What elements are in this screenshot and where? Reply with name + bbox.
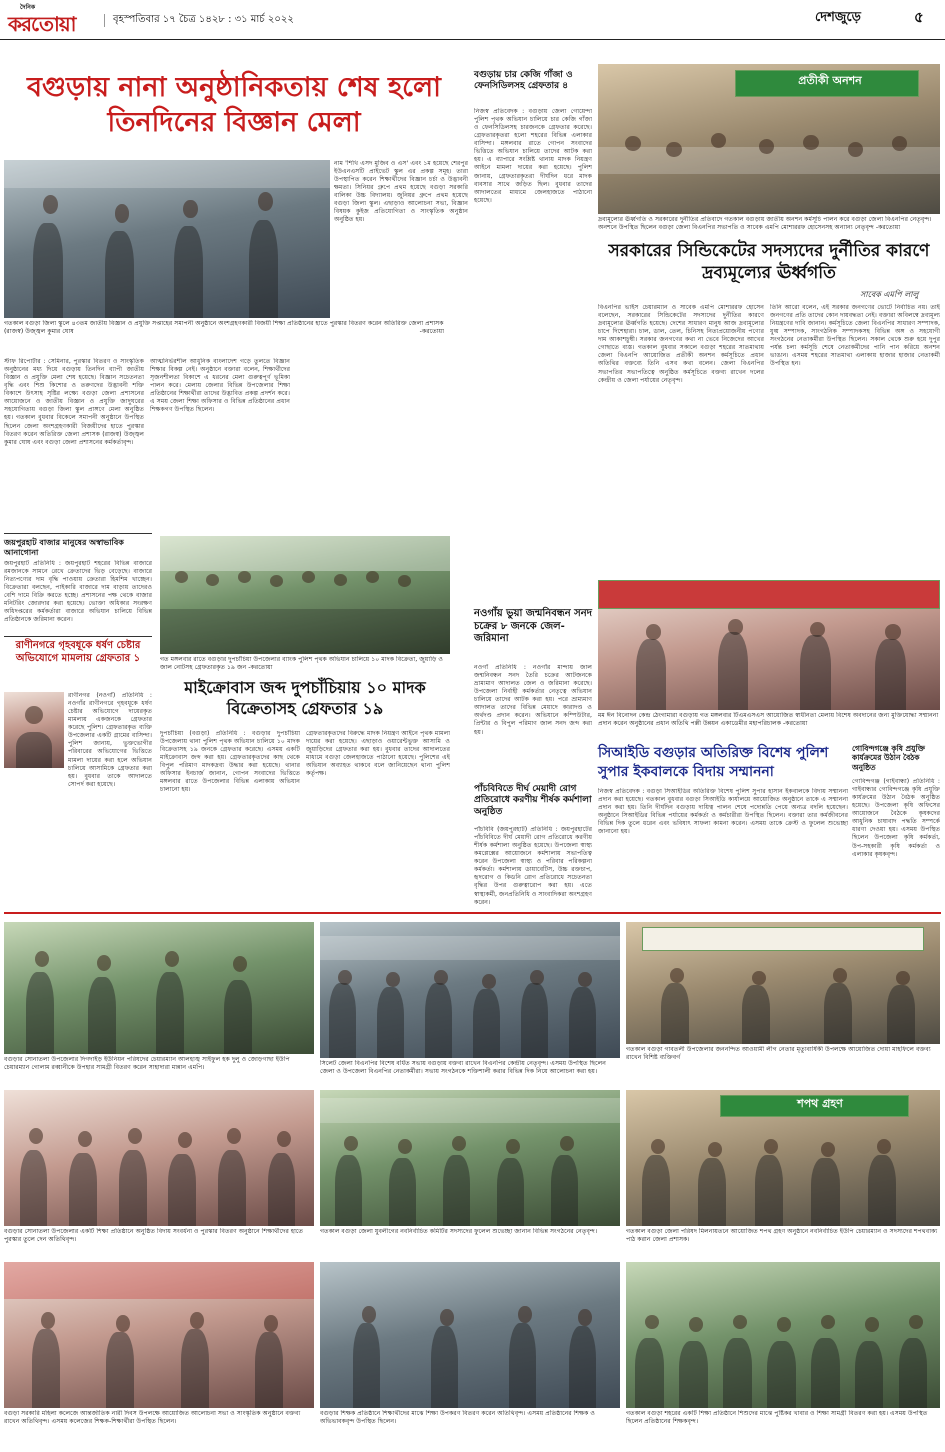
microbus-headline: মাইক্রোবাস জব্দ দুপচাঁচিয়ায় ১০ মাদক বিক্রেতাসহ গ্রেফতার ১৯: [184, 678, 426, 718]
gobindaganj-headline: গোবিন্দগঞ্জে কৃষি প্রযুক্তি কার্যক্রমের উঠান বৈঠক অনুষ্ঠিত: [852, 744, 925, 772]
photo-row3-middle-caption: বগুড়ার শিক্ষক প্রতিষ্ঠানে শিক্ষার্থীদের মাঝে শিক্ষা উপকরণ বিতরণ করেন অতিথিবৃন্দ। এসময় প্রতিষ্ঠানের শিক্ষক ও অভিভাবকবৃন্দ উপস্থিত ছিলেন।: [320, 1410, 595, 1426]
science-fair-headline: বগুড়ায় নানা অনুষ্ঠানিকতায় শেষ হলো তিনদিনের বিজ্ঞান মেলা: [27, 72, 441, 139]
science-fair-body-col1: স্টাফ রিপোর্টার : সেমিনার, পুরস্কার বিতরণ ও সাংস্কৃতিক অনুষ্ঠানের মধ্য দিয়ে বগুড়ায় তিনদিন ব্যাপী জাতীয় বিজ্ঞান ও প্রযুক্তি মেলা শেষ হয়েছে। বিজ্ঞান সচেতনতা বৃদ্ধি এবং শিশু কিশোর ও তরুণদের উদ্ভাবনী শক্তি বিকাশে উৎসাহ সৃষ্টির লক্ষ্যে বগুড়া জেলা প্রশাসনের আয়োজনে ও জাতীয় বিজ্ঞান ও প্রযুক্তি জাদুঘরের সহযোগিতায় বগুড়া জিলা স্কুল প্রাঙ্গণে মেলা অনুষ্ঠিত হয়। গতকাল বুধবার বিকেলে সমাপনী অনুষ্ঠানে উপস্থিত ছিলেন জেলা অংশগ্রহণকারী বিজয়ীদের হাতে পুরস্কার বিতরণ করেন অতিরিক্ত জেলা প্রশাসক (রাজস্ব) উজ্জ্বল কুমার ঘোষ এবং বগুড়া জেলা প্রশাসনের কর্মকর্তাবৃন্দ।: [4, 358, 144, 446]
logo-name: করতোয়া: [8, 12, 76, 36]
workshop-headline: পাঁচবিবিতে দীর্ঘ মেয়াদী রোগ প্রতিরোধে করণীয় শীর্ষক কর্মশালা অনুষ্ঠিত: [474, 784, 592, 817]
protest-caption: [598, 216, 940, 234]
photo-row1-right-caption: গতকাল বগুড়া গাবতলী উপজেলার জননন্দিত আওয়ামী লীগ নেতার মৃত্যুবার্ষিকী উপলক্ষে আয়োজিত দোয়া মাহফিলে বক্তব্য রাখেন বিশিষ্ট ব্যক্তিবর্গ: [626, 1046, 931, 1062]
naogaon-body: নওগাঁ প্রতিনিধি : নওগাঁর মান্দায় জাল জন্মনিবন্ধন সনদ তৈরি চক্রের আটজনকে ভ্রাম্যমাণ আদালত জেল ও জরিমানা করেছে। উপজেলা নির্বাহী কর্মকর্তার নেতৃত্বে অভিযান চালিয়ে তাদের আটক করা হয়। পরে ভ্রাম্যমাণ আদালত তাদের বিভিন্ন মেয়াদে কারাদণ্ড ও অর্থদণ্ড প্রদান করেন। অভিযানে কম্পিউটার, প্রিন্টার ও বিপুল পরিমাণ জাল সনদ জব্দ করা হয়।: [474, 664, 592, 736]
photo-row2-left: [4, 1090, 314, 1226]
ceremony-caption-text: মম ঈন বিনোদন কেন্দ্র ঠেংগামারা বগুড়ায় গত মঙ্গলবার টিএমএসএস আয়োজিত স্বাধীনতা মেলায় বিশেষ অবদানের জন্য মুক্তিযোদ্ধা সম্মাননা প্রদান করেন অনুষ্ঠানের প্রধান অতিথি পল্লী উন্নয়ন একাডেমীর মহাপরিচালক: [598, 712, 939, 728]
science-fair-body-col2: আত্মনির্ভরশীল আধুনিক বাংলাদেশ গড়ে তুলতে বিজ্ঞান শিক্ষার বিকল্প নেই। অনুষ্ঠানে বক্তারা বলেন, শিক্ষার্থীদের সৃজনশীলতা বিকাশে এ ধরনের মেলা গুরুত্বপূর্ণ ভূমিকা পালন করে। মেলায় জেলার বিভিন্ন উপজেলার শিক্ষা প্রতিষ্ঠানের শিক্ষার্থীরা তাদের উদ্ভাবিত প্রকল্প প্রদর্শন করে। এ সময় জেলা শিক্ষা অফিসার ও বিভিন্ন প্রতিষ্ঠানের প্রধান শিক্ষকগণ উপস্থিত ছিলেন।: [150, 358, 290, 414]
market-body: জয়পুরহাট প্রতিনিধি : জয়পুরহাট শহরের বিভিন্ন বাজারে রমজানকে সামনে রেখে ক্রেতাদের ভিড় বেড়েছে। বাজারে নিত্যপণ্যের দাম বৃদ্ধি পাওয়ায় ক্রেতারা হিমশিম খাচ্ছেন। বিক্রেতারা বলছেন, পাইকারি বাজারে দাম বাড়ায় তাদেরও বেশি দামে বিক্রি করতে হচ্ছে। প্রশাসনের পক্ষ থেকে বাজার মনিটরিং জোরদার করা হয়েছে। ভোক্তা অধিকার সংরক্ষণ অধিদপ্তরের কর্মকর্তারা বাজারে অভিযান চালিয়ে বিভিন্ন প্রতিষ্ঠানকে জরিমানা করেন।: [4, 560, 152, 624]
syndicate-headline: সরকারের সিন্ডিকেটের সদস্যদের দুর্নীতির কারণে দ্রব্যমূল্যের ঊর্ধ্বগতি: [608, 241, 930, 284]
ganja-headline: বগুড়ায় চার কেজি গাঁজা ও ফেনসিডিলসহ গ্রেফতার ৪: [474, 70, 573, 92]
microbus-body-col2: গ্রেফতারকৃতদের বিরুদ্ধে মাদক নিয়ন্ত্রণ আইনে পৃথক মামলা দায়ের করা হয়েছে। এছাড়াও ওয়ারেন্টভুক্ত আসামি ও জুয়াড়িদের গ্রেফতার করা হয়। বুধবার তাদের আদালতের মাধ্যমে বগুড়া জেলহাজতে পাঠানো হয়েছে। পুলিশের এই অভিযান অব্যাহত থাকবে বলে জানিয়েছেন থানা পুলিশ কর্তৃপক্ষ।: [306, 730, 450, 778]
photo-row3-left: [4, 1262, 314, 1408]
syndicate-body-col2: তিনি আরো বলেন, এই সরকার জনগণের ভোটে নির্বাচিত নয়। তাই জনগণের প্রতি তাদের কোন দায়বদ্ধতা নেই। বক্তারা অবিলম্বে দ্রব্যমূল্য নিয়ন্ত্রণের দাবি জানান। কর্মসূচিতে জেলা বিএনপির সাধারণ সম্পাদক, যুগ্ম সম্পাদক, সাংগঠনিক সম্পাদকসহ বিভিন্ন অঙ্গ ও সহযোগী সংগঠনের নেতাকর্মীরা উপস্থিত ছিলেন। সকাল থেকে শুরু হয়ে দুপুর পর্যন্ত চলা কর্মসূচি শেষে নেতাকর্মীদের পানি পান করিয়ে অনশন ভাঙান। এসময় শহরের সাতমাথা এলাকায় হাজার হাজার নেতাকর্মী উপস্থিত হন।: [770, 304, 940, 368]
page-number: ৫: [914, 8, 924, 26]
naogaon-headline: নওগাঁয় ভুয়া জন্মনিবন্ধন সনদ চক্রের ৮ জনকে জেল-জরিমানা: [474, 608, 592, 644]
photo-row2-middle-caption: গতকাল বগুড়া জেলা যুবলীগের নবনির্বাচিত কমিটির সদস্যদের ফুলেল শুভেচ্ছা জানান বিভিন্ন সংগঠনের নেতৃবৃন্দ।: [320, 1228, 598, 1235]
syndicate-body-col1: বিএনপির ভাইস চেয়ারম্যান ও সাবেক এমপি মোশাররফ হোসেন বলেছেন, সরকারের সিন্ডিকেটের সদস্যদের দুর্নীতির কারণে দ্রব্যমূল্যের ঊর্ধ্বগতি হয়েছে। দেশের সাধারণ মানুষ আজ দ্রব্যমূল্যের চাপে দিশেহারা। চাল, ডাল, তেল, চিনিসহ নিত্যপ্রয়োজনীয় পণ্যের দাম আকাশচুম্বী। সরকার জনগণের কথা না ভেবে নিজেদের আখের গোছাতে ব্যস্ত। গতকাল বুধবার সকালে বগুড়া শহরের সাতমাথায় জেলা বিএনপি আয়োজিত প্রতীকী অনশন কর্মসূচিতে প্রধান অতিথির বক্তব্যে তিনি এসব কথা বলেন। জেলা বিএনপির সভাপতির সভাপতিত্বে অনুষ্ঠিত কর্মসূচিতে বক্তব্য রাখেন দলের কেন্দ্রীয় ও জেলা পর্যায়ের নেতৃবৃন্দ।: [598, 304, 764, 384]
photo-row1-middle: [320, 922, 620, 1058]
protest-caption-text: দ্রব্যমূল্যের ঊর্ধ্বগতি ও সরকারের দুর্নীতির প্রতিবাদে গতকাল বগুড়ায় জাতীয় অনশন কর্মসূচি পালন করে বগুড়া জেলা বিএনপির নেতৃবৃন্দ। অনশনে উপস্থিত ছিলেন বগুড়া জেলা বিএনপির সভাপতি ও সাবেক এমপি মোশাররফ হোসেনসহ অন্যান্য নেতৃবৃন্দ: [598, 216, 932, 232]
ceremony-caption: [598, 712, 940, 738]
photo-row3-right: [626, 1262, 940, 1408]
photo-row3-left-caption: বগুড়া সরকারি মহিলা কলেজে আন্তর্জাতিক নারী দিবস উপলক্ষে আয়োজিত আলোচনা সভা ও সাংস্কৃতিক অনুষ্ঠানে বক্তব্য রাখেন অতিথিবৃন্দ। এসময় কলেজের শিক্ষক-শিক্ষার্থীরা উপস্থিত ছিলেন।: [4, 1410, 301, 1426]
masthead: [0, 0, 945, 40]
syndicate-byline: সাবেক এমপি লালু: [860, 290, 919, 299]
photo-row1-right: [626, 922, 940, 1044]
science-fair-photo: [4, 160, 330, 318]
dateline: বৃহস্পতিবার ১৭ চৈত্র ১৪২৮ : ৩১ মার্চ ২০২২: [104, 14, 294, 27]
section-name: দেশজুড়ে: [815, 10, 861, 25]
raninagar-photo: [4, 692, 64, 768]
science-fair-caption-text: গতকাল বগুড়া জিলা স্কুলে ৪৩তম জাতীয় বিজ্ঞান ও প্রযুক্তি সপ্তাহের সমাপনী অনুষ্ঠানে অংশগ্রহণকারী বিজয়ী শিক্ষা প্রতিষ্ঠানের হাতে পুরস্কার বিতরণ করেন অতিরিক্ত জেলা প্রশাসক (রাজস্ব) উজ্জ্বল কুমার ঘোষ: [4, 320, 444, 336]
workshop-body: পাঁচবিবি (জয়পুরহাট) প্রতিনিধি : জয়পুরহাটের পাঁচবিবিতে দীর্ঘ মেয়াদী রোগ প্রতিরোধে করণীয় শীর্ষক কর্মশালা অনুষ্ঠিত হয়েছে। উপজেলা স্বাস্থ্য কমপ্লেক্সের আয়োজনে কর্মশালায় সভাপতিত্ব করেন উপজেলা স্বাস্থ্য ও পরিবার পরিকল্পনা কর্মকর্তা। কর্মশালায় ডায়াবেটিস, উচ্চ রক্তচাপ, হৃদরোগ ও কিডনি রোগ প্রতিরোধে সচেতনতা বৃদ্ধির উপর গুরুত্বারোপ করা হয়। এতে স্বাস্থ্যকর্মী, জনপ্রতিনিধি ও সাংবাদিকরা অংশগ্রহণ করেন।: [474, 826, 592, 906]
raninagar-headline: রাণীনগরে গৃহবধূকে ধর্ষণ চেষ্টার অভিযোগে মামলায় গ্রেফতার ১: [15, 640, 141, 664]
market-headline: জয়পুরহাট বাজার মানুষের অস্বাভাবিক আনাগোনা: [4, 538, 124, 557]
photo-row2-middle: [320, 1090, 620, 1226]
microbus-caption-text: গত মঙ্গলবার রাতে বগুড়ার দুপচাঁচিয়া উপজেলার ব্যাংক পুলিশ পৃথক অভিযান চালিয়ে ১০ মাদক বিক্রেতা, জুয়াড়ি ও জাল নোটসহ গ্রেফতারকৃত ১৯ জন: [160, 656, 443, 672]
photo-row2-left-caption: বগুড়ার সোনাতলা উপজেলার একটি শিক্ষা প্রতিষ্ঠানে অনুষ্ঠিত বিদায় সংবর্ধনা ও পুরস্কার বিতরণ অনুষ্ঠানে শিক্ষার্থীদের হাতে পুরস্কার তুলে দেন অতিথিবৃন্দ।: [4, 1228, 304, 1244]
oath-banner-text: শপথ গ্রহণ: [797, 1097, 843, 1110]
microbus-credit: -করতোয়া: [248, 664, 273, 672]
photo-row1-middle-caption: সিলেট জেলা বিএনপির বিশেষ বর্ধিত সভায় বগুড়ায় বক্তব্য রাখেন বিএনপির কেন্দ্রীয় নেতৃবৃন্দ। এসময় উপস্থিত ছিলেন জেলা ও উপজেলা বিএনপির নেতাকর্মীরা। সভায় সংগঠনকে শক্তিশালী করার বিভিন্ন দিক নিয়ে আলোচনা করা হয়।: [320, 1060, 606, 1076]
logo-small-label: দৈনিক: [20, 4, 36, 11]
photo-row3-middle: [320, 1262, 620, 1408]
photo-row2-right-caption: গতকাল বগুড়া জেলা পরিষদ মিলনায়তনে আয়োজিত শপথ গ্রহণ অনুষ্ঠানে নবনির্বাচিত ইউপি চেয়ারম্যান ও সদস্যদের শপথবাক্য পাঠ করান জেলা প্রশাসক।: [626, 1228, 938, 1244]
cid-body: নিজস্ব প্রতিবেদক : বগুড়া সিআইডির অতিরিক্ত বিশেষ পুলিশ সুপার হাসান ইকবালকে বিদায় সম্মাননা প্রদান করা হয়েছে। গতকাল বুধবার বগুড়া সিআইডি কার্যালয়ে আয়োজিত অনুষ্ঠানে তাকে এ সম্মাননা প্রদান করা হয়। তিনি দীর্ঘদিন বগুড়ায় দায়িত্ব পালন শেষে পদোন্নতি পেয়ে অন্যত্র বদলি হয়েছেন। অনুষ্ঠানে সিআইডির বিভিন্ন পর্যায়ের কর্মকর্তা ও কর্মচারীরা উপস্থিত ছিলেন। বক্তারা তার কর্মজীবনের বিভিন্ন দিক তুলে ধরেন এবং ভবিষ্যৎ সাফল্য কামনা করেন। এসময় তাকে ক্রেস্ট ও ফুলেল শুভেচ্ছা জানানো হয়।: [598, 788, 848, 836]
science-fair-credit: -করতোয়া: [419, 328, 444, 336]
photo-row1-left: [4, 922, 314, 1054]
cid-headline: সিআইডি বগুড়ার অতিরিক্ত বিশেষ পুলিশ সুপার ইকবালকে বিদায় সম্মাননা: [598, 745, 829, 780]
ceremony-photo: [598, 580, 940, 710]
ganja-body: নিজস্ব প্রতিবেদক : বগুড়ায় জেলা গোয়েন্দা পুলিশ পৃথক অভিযান চালিয়ে চার কেজি গাঁজা ও ফেনসিডিলসহ চারজনকে গ্রেফতার করেছে। গ্রেফতারকৃতরা হলো শহরের বিভিন্ন এলাকার বাসিন্দা। মঙ্গলবার রাতে গোপন সংবাদের ভিত্তিতে অভিযান চালিয়ে তাদের আটক করা হয়। এ ব্যাপারে সংশ্লিষ্ট থানায় মাদক নিয়ন্ত্রণ আইনে মামলা দায়ের করা হয়েছে। পুলিশ জানায়, গ্রেফতারকৃতরা দীর্ঘদিন ধরে মাদক ব্যবসার সাথে জড়িত ছিল। বুধবার তাদের আদালতের মাধ্যমে জেলহাজতে পাঠানো হয়েছে।: [474, 108, 592, 204]
photo-row3-right-caption: গতকাল বগুড়া শহরের একটি শিক্ষা প্রতিষ্ঠানে শিশুদের মাঝে পুষ্টিকর খাবার ও শিক্ষা সামগ্রী বিতরণ করা হয়। এসময় উপস্থিত ছিলেন প্রতিষ্ঠানের শিক্ষকবৃন্দ।: [626, 1410, 928, 1426]
newspaper-logo: [8, 4, 94, 36]
microbus-body-col1: দুপচাঁচিয়া (বগুড়া) প্রতিনিধি : বগুড়ার দুপচাঁচিয়া উপজেলায় থানা পুলিশ পৃথক অভিযান চালিয়ে ১০ মাদক বিক্রেতাসহ ১৯ জনকে গ্রেফতার করেছে। এসময় একটি মাইক্রোবাস জব্দ করা হয়। গ্রেফতারকৃতদের কাছ থেকে বিপুল পরিমাণ মাদকদ্রব্য উদ্ধার করা হয়েছে। থানার অফিসার ইনচার্জ জানান, গোপন সংবাদের ভিত্তিতে মঙ্গলবার রাতে উপজেলার বিভিন্ন এলাকায় অভিযান চালানো হয়।: [160, 730, 300, 794]
gobindaganj-body: গোবিন্দগঞ্জ (গাইবান্ধা) প্রতিনিধি : গাইবান্ধার গোবিন্দগঞ্জে কৃষি প্রযুক্তি কার্যক্রমের উঠান বৈঠক অনুষ্ঠিত হয়েছে। উপজেলা কৃষি অফিসের আয়োজনে বৈঠকে কৃষকদের আধুনিক চাষাবাদ পদ্ধতি সম্পর্কে ধারণা দেওয়া হয়। এসময় উপস্থিত ছিলেন উপজেলা কৃষি কর্মকর্তা, উপ-সহকারী কৃষি কর্মকর্তা ও এলাকার কৃষকবৃন্দ।: [852, 778, 940, 858]
raninagar-body: রাণীনগর (নওগাঁ) প্রতিনিধি : নওগাঁর রাণীনগরে গৃহবধূকে ধর্ষণ চেষ্টার অভিযোগে দায়েরকৃত মামলায় একজনকে গ্রেফতার করেছে পুলিশ। গ্রেফতারকৃত ব্যক্তি উপজেলার একটি গ্রামের বাসিন্দা। পুলিশ জানায়, ভুক্তভোগীর পরিবারের অভিযোগের ভিত্তিতে মামলা দায়ের করা হলে অভিযান চালিয়ে আসামিকে গ্রেফতার করা হয়। বুধবার তাকে আদালতে সোপর্দ করা হয়েছে।: [68, 692, 152, 788]
science-fair-body-col3: নাম 'শিখি এসদ মুজিব ও এস' এবং ১ম হয়েছে শেরপুর ইউএনএসটি প্রাইভেট স্কুল এর প্রকল্প সমূহ। তারা উপস্থাপিত করেন শিক্ষার্থীদের বিজ্ঞান চর্চা ও উদ্ভাবনী ক্ষমতা। সিনিয়র গ্রুপে প্রথম হয়েছে বগুড়া সরকারি বালিকা উচ্চ বিদ্যালয়। জুনিয়র গ্রুপে প্রথম হয়েছে বগুড়া জিলা স্কুল। এছাড়াও আলোচনা সভা, বিজ্ঞান বিষয়ক কুইজ প্রতিযোগিতা ও সাংস্কৃতিক অনুষ্ঠান অনুষ্ঠিত হয়।: [334, 160, 468, 224]
microbus-caption: [160, 656, 450, 674]
protest-credit: -করতোয়া: [875, 224, 901, 232]
protest-banner-text: প্রতীকী অনশন: [798, 74, 862, 87]
ceremony-credit: -করতোয়া: [783, 720, 808, 728]
photo-row1-left-caption: বগুড়ার সোনাতলা উপজেলার দিগদাইড় ইউনিয়ন পরিষদের চেয়ারম্যান আলহাজ্ব সাইফুল হক দুলু ও জোড়গাছা ইউপি চেয়ারম্যান গোলাম রব্বানীকে উপহার সামগ্রী বিতরণ করেন সাহাদারা মান্নান এমপি।: [4, 1056, 290, 1072]
microbus-photo: [160, 536, 450, 654]
